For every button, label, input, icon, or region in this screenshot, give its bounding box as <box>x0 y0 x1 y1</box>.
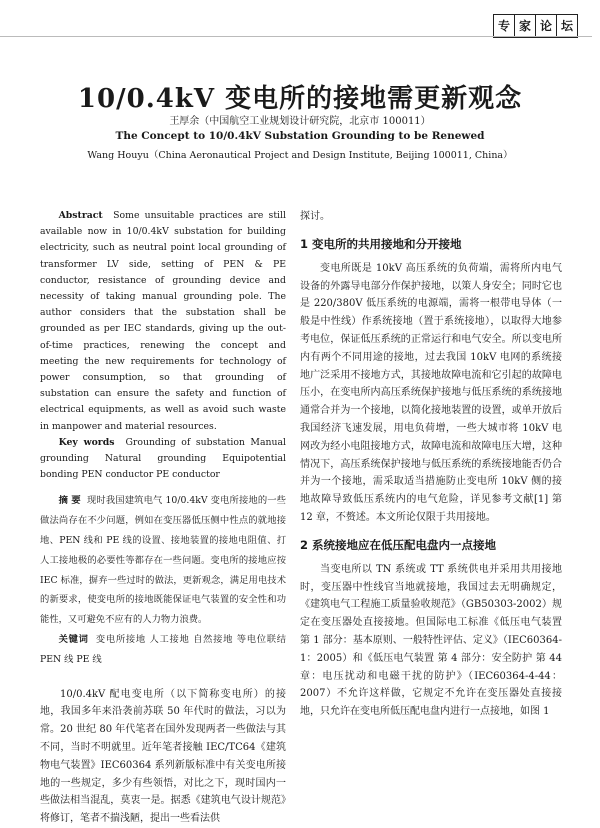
column-tag <box>494 14 578 38</box>
left-column <box>40 208 286 828</box>
intro-continuation: 探讨。 <box>300 211 330 222</box>
column-tag-char: 坛 <box>556 14 578 38</box>
cn-keywords-text: 变电所接地 人工接地 自然接地 等电位联结 PEN 线 PE 线 <box>40 634 286 665</box>
english-abstract <box>40 208 286 483</box>
keywords-text: Grounding of substation Manual grounding Natural grounding Equipotential bonding PEN conductor PE conductor <box>40 436 286 481</box>
chinese-abstract <box>40 491 286 669</box>
section-1-text: 变电所既是 10kV 高压系统的负荷端，需将所内电气设备的外露导电部分作保护接地，以策人身安全；同时它也是 220/380V 低压系统的电源端，需将一根带电导体（一般是中性线）作系统接地（置于系统接地），以取得大地参考电位，保证低压系统的正常运行和电气安全。所以变电所内有两个不同用途的接地，过去我国 10kV 电网的系统接地广泛采用不接地方式，其接地故障电流和它引起的故障电压小，在变电所内高压系统保护接地与低压系统的系统接地通常合并为一个接地，以简化接地装置的设置，或单开放后我国经济飞速发展，用电负荷增，一些大城市将 10kV 电网改为经小电阻接地方式，故障电流和故障电压大增，这种情况下，高压系统保护接地与低压系统的系统接地能否仍合并为一个接地，需采取适当措施防止变电所 10kV 侧的接地故障导致低压系统内的电气危险，详见参考文献[1] 第 12 章，不赘述。本文所论仅限于共用接地。 <box>300 262 562 523</box>
cn-abstract-text: 现时我国建筑电气 10/0.4kV 变电所接地的一些做法尚存在不少问题，例如在变压器低压侧中性点的就地接地、PEN 线和 PE 线的设置、接地装置的接地电阻值、打人工接地极的必要性等都存在一些问题。变电所的接地应按 IEC 标准，摒弃一些过时的做法，更新观念，满足用电技术的新要求，使变电所的接地既能保证电气装置的安全性和功能性，又可避免不应有的人力物力浪费。 <box>40 495 286 626</box>
abstract-label: Abstract <box>58 210 103 221</box>
section-2-heading: 2 系统接地应在低压配电盘内一点接地 <box>300 537 497 552</box>
author-en: Wang Houyu（China Aeronautical Project and Design Institute, Beijing 100011, China） <box>87 150 513 161</box>
article-title-en: The Concept to 10/0.4kV Substation Grounding to be Renewed <box>115 130 485 142</box>
author-cn: 王厚余（中国航空工业规划设计研究院，北京市 100011） <box>169 116 431 127</box>
article-title: 10/0.4kV 变电所的接地需更新观念 <box>77 84 523 114</box>
section-2-text: 当变电所以 TN 系统或 TT 系统供电并采用共用接地时，变压器中性线官当地就接地，我国过去无明确规定，《建筑电气工程施工质量验收规范》（GB50303-2002）规定在变压器处直接接地。但国际电工标准《低压电气装置 第 1 部分：基本原则、一般特性评估、定义》（IEC60364-1：2005）和《低压电气装置 第 4 部分：安全防护 第 44 章：电压扰动和电磁干扰的防护》（IEC60364-4-44：2007）不允许这样做，它规定不允许在变压器处直接接地，只允许在变电所低压配电盘内进行一点接地，如图 1 <box>300 563 562 718</box>
cn-keywords-label: 关键词 <box>58 634 89 646</box>
right-column <box>300 208 562 721</box>
column-tag-char: 论 <box>535 14 557 38</box>
header-rule <box>0 36 592 37</box>
cn-abstract-label: 摘 要 <box>58 495 81 507</box>
intro-paragraph: 10/0.4kV 配电变电所（以下简称变电所）的接地，我国多年来沿袭前苏联 50 年代时的做法，习以为常。20 世纪 80 年代笔者在国外发现两者一些做法与其不同，当时不明就里。近年笔者接触 IEC/TC64《建筑物电气装置》IEC60364 系列新版标准中有关变电所接地的一些规定，多少有些领悟，对比之下，现时国内一些做法相当混乱，莫衷一是。据悉《建筑电气设计规范》将修订，笔者不揣浅陋，提出一些看法供 <box>40 688 286 825</box>
keywords-label: Key words <box>58 436 115 448</box>
abstract-text: Some unsuitable practices are still available now in 10/0.4kV substation for building electricity, such as neutral point local grounding of transformer LV side, setting of PEN & PE conductor, resistance of grounding device and necessity of taking manual grounding pole. The author considers that the substation shall be grounded as per IEC standards, giving up the out-of-time practices, renewing the concept and meeting the new requirements for technology of power consumption, so that grounding of substation can ensure the safety and function of electrical equipments, as well as avoid such waste in manpower and material resources. <box>40 210 286 432</box>
column-tag-char: 家 <box>514 14 536 38</box>
section-1-heading: 1 变电所的共用接地和分开接地 <box>300 236 462 251</box>
column-tag-char: 专 <box>493 14 515 38</box>
